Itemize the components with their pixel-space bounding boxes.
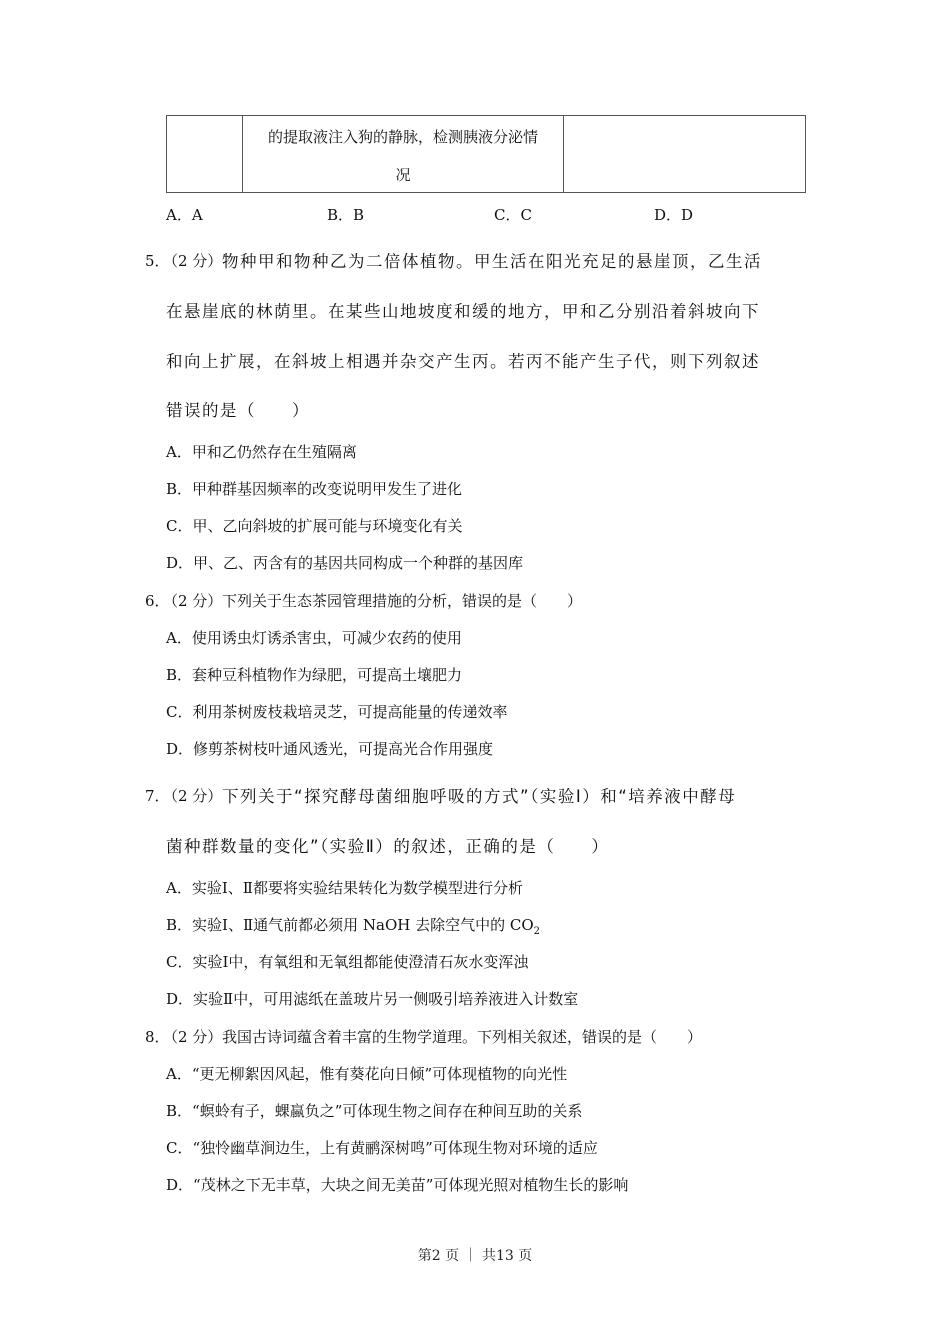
- option-d: D．修剪茶树枝叶通风透光，可提高光合作用强度: [166, 740, 494, 758]
- question-stem-line: 物种甲和物种乙为二倍体植物。甲生活在阳光充足的悬崖顶，乙生活: [222, 252, 762, 271]
- question-number: 8．: [145, 1028, 170, 1046]
- question-score: （2 分）: [163, 592, 223, 610]
- option-b-text: B．实验Ⅰ、Ⅱ通气前都必须用 NaOH 去除空气中的 CO: [166, 916, 534, 934]
- option-a: A．甲和乙仍然存在生殖隔离: [166, 443, 357, 461]
- option-a: A．实验Ⅰ、Ⅱ都要将实验结果转化为数学模型进行分析: [166, 879, 523, 897]
- option-a: A．使用诱虫灯诱杀害虫，可减少农药的使用: [166, 629, 462, 647]
- option-d: D．实验Ⅱ中，可用滤纸在盖玻片另一侧吸引培养液进入计数室: [166, 990, 579, 1008]
- option-b: [166, 914, 540, 937]
- option-a: A．“更无柳絮因风起，惟有葵花向日倾”可体现植物的向光性: [166, 1065, 568, 1083]
- q4-option-b: B．B: [327, 206, 365, 224]
- question-score: （2 分）: [163, 1028, 223, 1046]
- table-cell-line: 的提取液注入狗的静脉，检测胰液分泌情: [267, 128, 538, 146]
- q4-option-a: A．A: [166, 206, 203, 224]
- co2-subscript: 2: [533, 926, 541, 937]
- question-score: （2 分）: [163, 252, 223, 270]
- option-b: B．“螟蛉有子，蜾蠃负之”可体现生物之间存在种间互助的关系: [166, 1102, 583, 1120]
- page-footer: 第2 页 ｜ 共13 页: [417, 1248, 533, 1264]
- question-stem-line: 菌种群数量的变化”（实验Ⅱ）的叙述，正确的是（ ）: [166, 837, 610, 856]
- table-cell-procedure: [243, 116, 564, 192]
- question-stem: 下列关于生态茶园管理措施的分析，错误的是（ ）: [222, 592, 583, 610]
- option-c: C．实验Ⅰ中，有氧组和无氧组都能使澄清石灰水变浑浊: [166, 953, 529, 971]
- option-b: B．甲种群基因频率的改变说明甲发生了进化: [166, 480, 463, 498]
- option-c: C．甲、乙向斜坡的扩展可能与环境变化有关: [166, 517, 463, 535]
- option-c: C．利用茶树废枝栽培灵芝，可提高能量的传递效率: [166, 703, 508, 721]
- q4-option-c: C．C: [494, 206, 532, 224]
- q4-options: [166, 204, 806, 226]
- question-stem-line: 下列关于“探究酵母菌细胞呼吸的方式”（实验Ⅰ）和“培养液中酵母: [222, 787, 737, 806]
- option-d: D．甲、乙、丙含有的基因共同构成一个种群的基因库: [166, 554, 524, 572]
- option-b: B．套种豆科植物作为绿肥，可提高土壤肥力: [166, 666, 463, 684]
- question-number: 5．: [145, 252, 170, 270]
- answer-table-fragment: [166, 115, 806, 193]
- table-cell-empty-left: [167, 116, 243, 192]
- question-stem-line: 在悬崖底的林荫里。在某些山地坡度和缓的地方，甲和乙分别沿着斜坡向下: [166, 302, 760, 321]
- question-stem-line: 错误的是（ ）: [166, 401, 310, 420]
- option-c: C．“独怜幽草涧边生，上有黄鹂深树鸣”可体现生物对环境的适应: [166, 1139, 598, 1157]
- question-number: 7．: [145, 787, 170, 805]
- q4-option-d: D．D: [654, 206, 694, 224]
- question-number: 6．: [145, 592, 170, 610]
- question-stem: 我国古诗词蕴含着丰富的生物学道理。下列相关叙述，错误的是（ ）: [222, 1028, 703, 1046]
- question-score: （2 分）: [163, 787, 223, 805]
- option-d: D．“茂林之下无丰草，大块之间无美苗”可体现光照对植物生长的影响: [166, 1176, 629, 1194]
- question-stem-line: 和向上扩展，在斜坡上相遇并杂交产生丙。若丙不能产生子代，则下列叙述: [166, 352, 760, 371]
- table-cell-empty-right: [564, 116, 805, 192]
- table-cell-line: 况: [395, 166, 411, 184]
